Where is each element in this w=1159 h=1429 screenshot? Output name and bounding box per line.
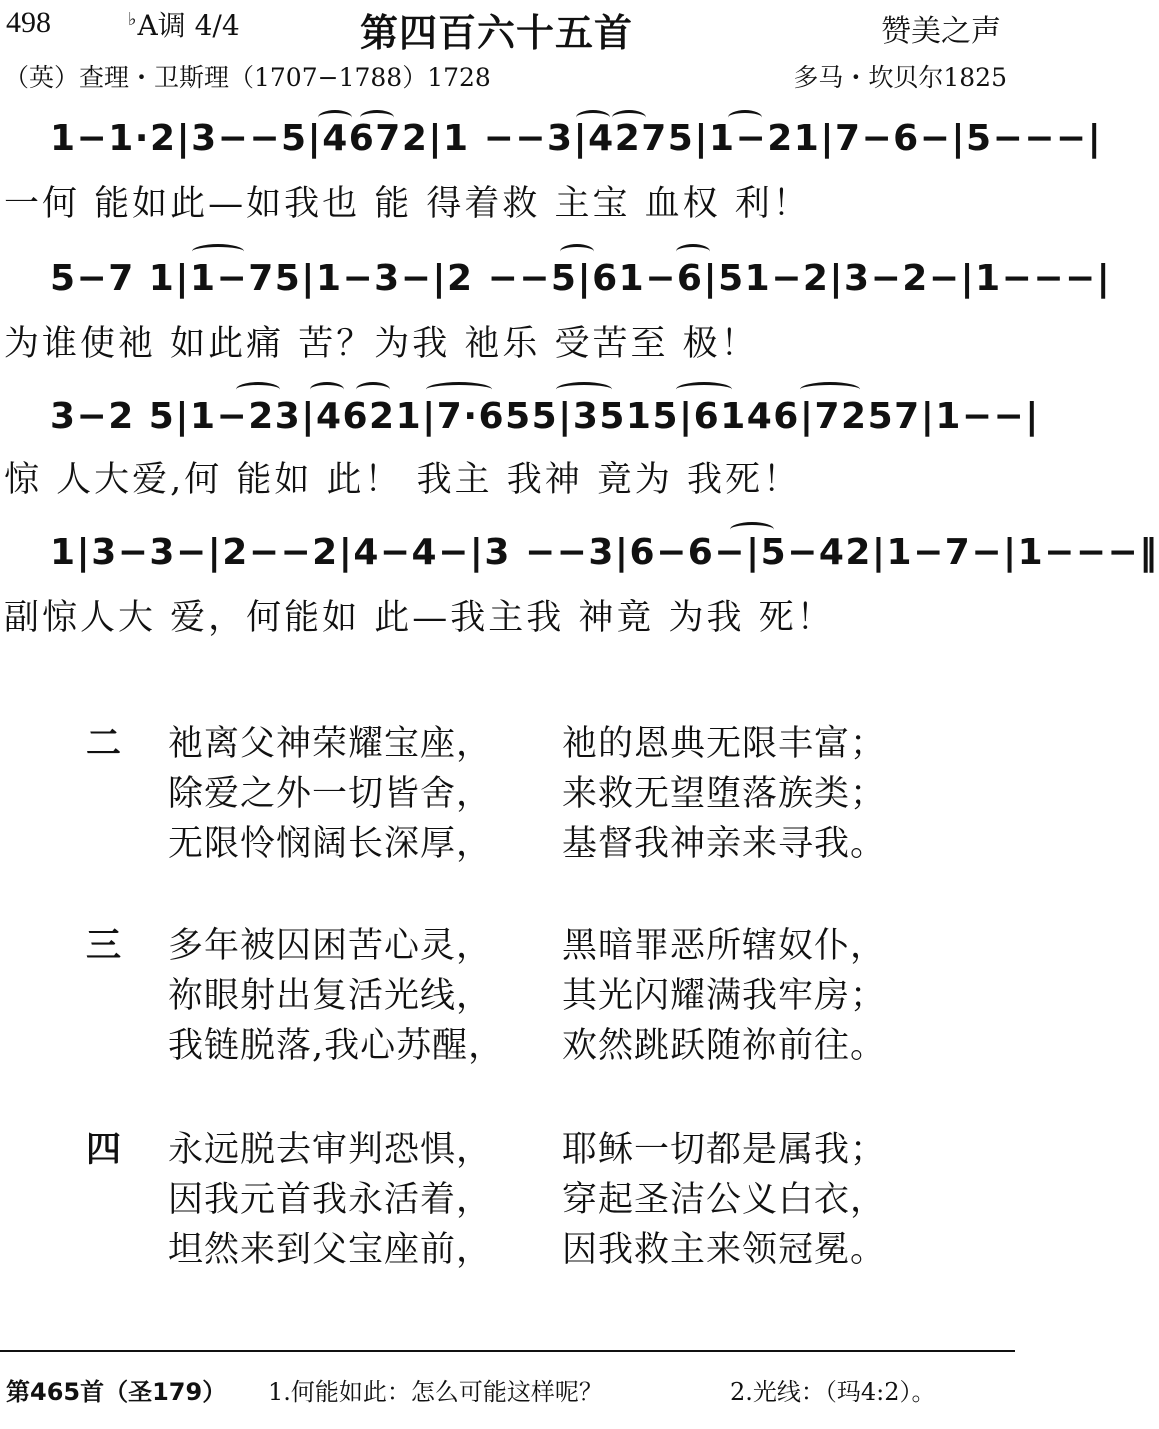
verse-line: 来救无望堕落族类； (562, 774, 887, 814)
slur-mark (800, 382, 860, 397)
slur-mark (426, 382, 492, 397)
lyrics-line-2: 为谁使祂 如此痛 苦？为我 祂乐 受苦至 极！ (4, 324, 759, 364)
verse-line: 耶稣一切都是属我； (562, 1130, 887, 1170)
verse-line: 其光闪耀满我牢房； (562, 976, 887, 1016)
verse-line: 多年被囚困苦心灵， (168, 926, 493, 966)
verse-line: 无限怜悯阔长深厚， (168, 824, 493, 864)
verse-line: 因我救主来领冠冕。 (562, 1230, 887, 1270)
verse-line: 黑暗罪恶所辖奴仆， (562, 926, 887, 966)
hymn-title: 第四百六十五首 (360, 11, 634, 55)
verse-number: 三 (86, 926, 122, 966)
verse-number: 二 (86, 724, 122, 764)
slur-mark (192, 244, 244, 259)
verse-line: 坦然来到父宝座前， (168, 1230, 493, 1270)
notation-line-1: 1−1·2|3−−5|4672|1 −−3|4275|1−21|7−6−|5−−−| (50, 118, 1103, 159)
lyrics-line-3: 惊 人大爱,何 能如 此！ 我主 我神 竟为 我死！ (4, 460, 802, 500)
lyrics-line-4: 副惊人大 爱，何能如 此—我主我 神竟 为我 死！ (4, 598, 835, 638)
key-text: A调 4/4 (137, 9, 240, 42)
lyricist-credit: （英）查理・卫斯理（1707−1788）1728 (4, 63, 491, 92)
verse-line: 祂离父神荣耀宝座， (168, 724, 493, 764)
slur-mark (676, 244, 710, 259)
verse-line: 欢然跳跃随祢前往。 (562, 1026, 887, 1066)
slur-mark (560, 244, 594, 259)
verse-line: 穿起圣洁公义白衣， (562, 1180, 887, 1220)
page-number: 498 (6, 6, 51, 39)
notation-line-2: 5−7 1|1−75|1−3−|2 −−5|61−6|51−2|3−2−|1−−−| (50, 258, 1112, 299)
slur-mark (236, 382, 280, 397)
notation-line-3: 3−2 5|1−23|4621|7·655|3515|6146|7257|1−−| (50, 396, 1040, 437)
verse-line: 因我元首我永活着， (168, 1180, 493, 1220)
lyrics-line-1: 一何 能如此—如我也 能 得着救 主宝 血权 利！ (4, 184, 811, 224)
verse-line: 永远脱去审判恐惧， (168, 1130, 493, 1170)
footnote-2: 2.光线：（玛4:2）。 (730, 1378, 936, 1406)
slur-mark (356, 382, 390, 397)
verse-line: 基督我神亲来寻我。 (562, 824, 887, 864)
verse-line: 祢眼射出复活光线， (168, 976, 493, 1016)
flat-sign: ♭ (128, 9, 137, 30)
verse-line: 我链脱落,我心苏醒， (168, 1026, 505, 1066)
verse-line: 祂的恩典无限丰富； (562, 724, 887, 764)
slur-mark (676, 382, 732, 397)
key-signature (128, 4, 240, 44)
composer-credit: 多马・坎贝尔1825 (793, 63, 1007, 92)
verse-line: 除爱之外一切皆舍， (168, 774, 493, 814)
hymn-reference: 第465首（圣179） (6, 1378, 227, 1406)
verse-number: 四 (86, 1130, 122, 1170)
slur-mark (556, 382, 612, 397)
notation-line-4: 1|3−3−|2−−2|4−4−|3 −−3|6−6−|5−42|1−7−|1−−−‖ (50, 532, 1159, 573)
slur-mark (310, 382, 344, 397)
hymnal-name: 赞美之声 (881, 14, 1001, 49)
footnote-1: 1.何能如此：怎么可能这样呢？ (268, 1378, 603, 1406)
footer-divider (0, 1350, 1015, 1352)
